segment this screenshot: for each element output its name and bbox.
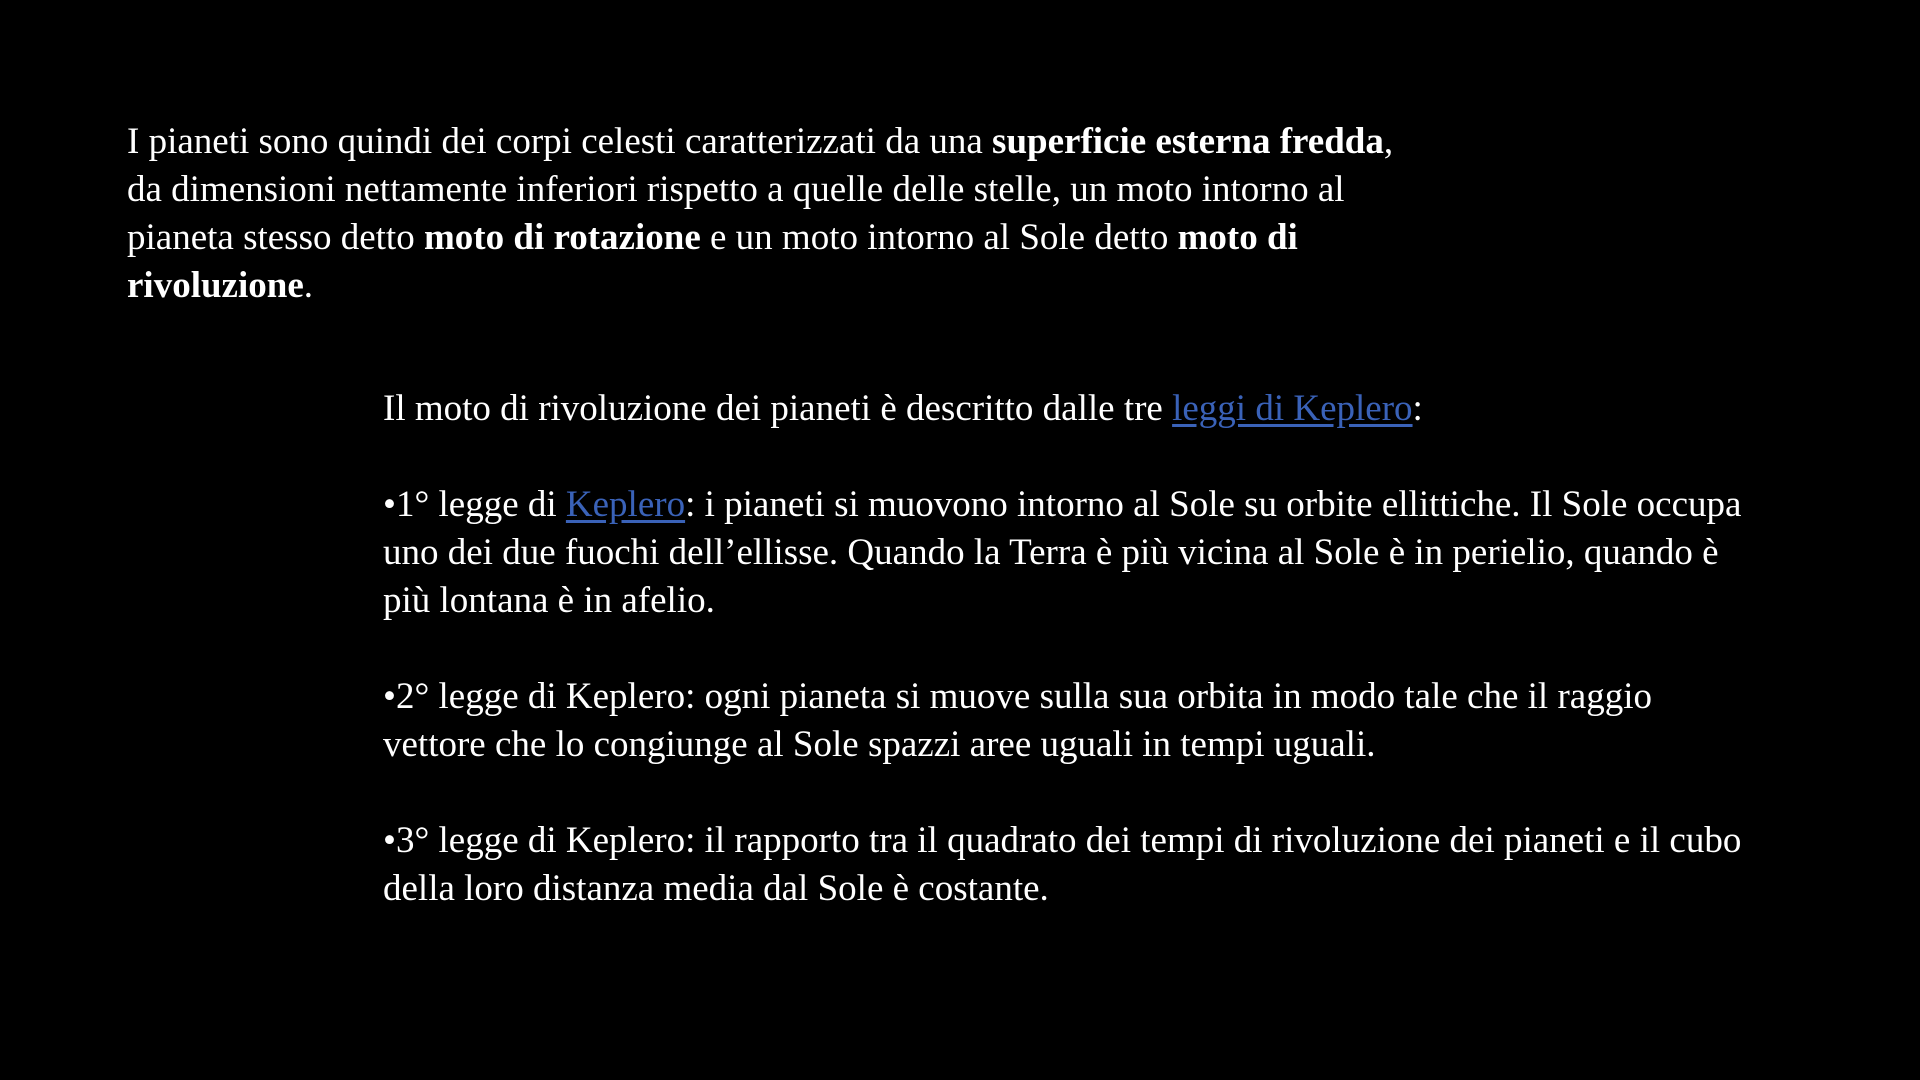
law-1-prefix: •1° legge di [383,484,566,525]
spacer [383,769,1743,817]
law-2: •2° legge di Keplero: ogni pianeta si muove sulla sua orbita in modo tale che il raggio vettore che lo congiunge al Sole spazzi aree uguali in tempi uguali. [383,676,1652,765]
laws-lead-text: Il moto di rivoluzione dei pianeti è descritto dalle tre [383,388,1173,429]
leggi-di-keplero-link[interactable]: leggi di Keplero [1172,388,1413,429]
intro-bold-rotazione: moto di rotazione [423,217,701,258]
laws-lead-colon: : [1412,388,1423,429]
law-1 [383,481,1743,625]
keplero-link[interactable]: Keplero [565,484,686,525]
law-3: •3° legge di Keplero: il rapporto tra il quadrato dei tempi di rivoluzione dei pianeti e il cubo della loro distanza media dal Sole è costante. [383,820,1742,909]
intro-text-3: e un moto intorno al Sole detto [700,217,1178,258]
spacer [383,625,1743,673]
intro-text-2: , da dimensioni nettamente inferiori rispetto a quelle delle stelle, un moto intorno al pianeta stesso detto [127,121,1394,258]
intro-bold-superficie: superficie esterna fredda [992,121,1384,162]
intro-text-1: I pianeti sono quindi dei corpi celesti caratterizzati da una [127,121,993,162]
laws-lead [383,385,1743,433]
spacer [383,433,1743,481]
kepler-laws-block [383,385,1743,913]
law-1-text: : i pianeti si muovono intorno al Sole su orbite ellittiche. Il Sole occupa uno dei due fuochi dell’ellisse. Quando la Terra è più vicina al Sole è in perielio, quando è più lontana è in afelio. [383,484,1742,621]
intro-paragraph [127,118,1427,310]
intro-text-4: . [303,265,314,306]
intro-bold-rivoluzione: moto di rivoluzione [127,217,1298,306]
